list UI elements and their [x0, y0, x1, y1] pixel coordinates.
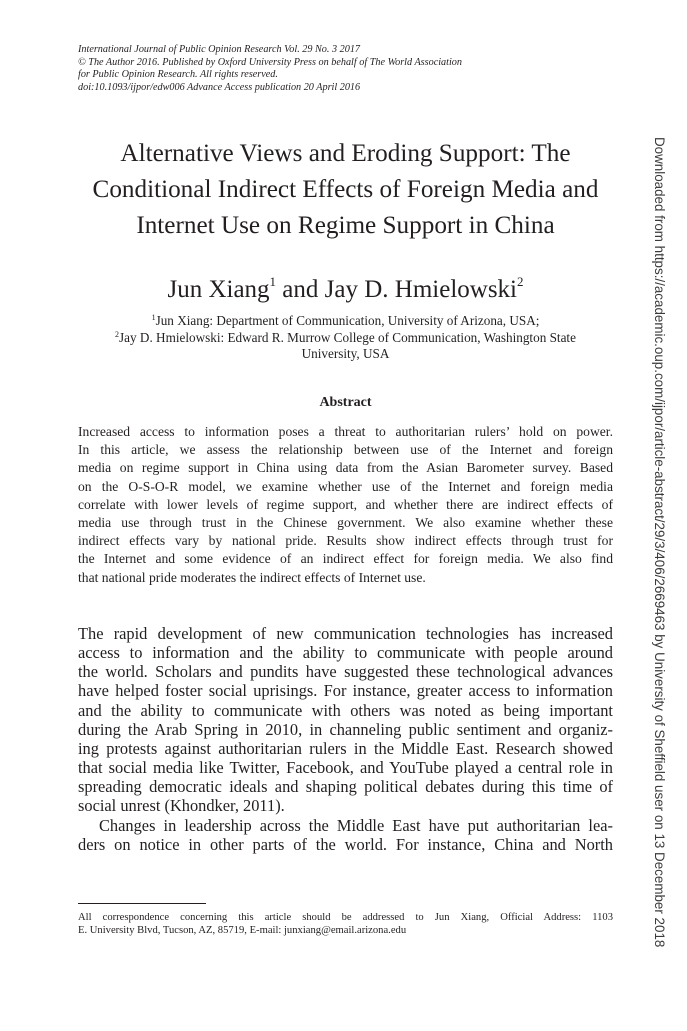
abstract-line: media use through trust in the Chinese government. We also examine whether these — [78, 515, 613, 531]
abstract-line: the Internet and some evidence of an indirect effect for foreign media. We also find — [78, 551, 613, 567]
body-line: the world. Scholars and pundits have suggested these technological advances — [78, 662, 613, 682]
body-line: spreading democratic ideals and shaping political debates during this time of — [78, 777, 613, 797]
article-title — [78, 136, 613, 243]
abstract-text — [78, 423, 613, 587]
correspondence-footnote — [78, 911, 613, 938]
footnote-line: All correspondence concerning this article should be addressed to Jun Xiang, Official Address: 1103 — [78, 912, 613, 923]
author-conjunction: and — [276, 276, 325, 303]
body-line: ing protests against authoritarian rulers in the Middle East. Research showed — [78, 738, 613, 758]
body-line: ders on notice in other parts of the world. For instance, China and North — [78, 834, 613, 854]
abstract-line: on the O-S-O-R model, we examine whether use of the Internet and foreign media — [78, 478, 613, 494]
affiliation-line: University, USA — [301, 346, 390, 361]
doi-line: doi:10.1093/ijpor/edw006 Advance Access publication 20 April 2016 — [78, 81, 361, 93]
body-line: access to information and the ability to communicate with people around — [78, 643, 613, 663]
abstract-line: media on regime support in China using data from the Asian Barometer survey. Based — [78, 460, 613, 476]
abstract-line: that national pride moderates the indirect effects of Internet use. — [78, 569, 426, 585]
body-line: social unrest (Khondker, 2011). — [78, 796, 285, 816]
download-watermark — [650, 137, 672, 948]
affiliation-marker: 1 — [269, 274, 277, 289]
affiliation-text: Jay D. Hmielowski: Edward R. Murrow College of Communication, Washington State — [119, 329, 576, 345]
affiliations — [78, 314, 613, 362]
body-line: that social media like Twitter, Facebook, and YouTube played a central role in — [78, 758, 613, 778]
affiliation-text: Jun Xiang: Department of Communication, University of Arizona, USA; — [155, 313, 540, 328]
copyright-line: © The Author 2016. Published by Oxford University Press on behalf of The World Association — [78, 56, 462, 68]
footnote-line: E. University Blvd, Tucson, AZ, 85719, E-mail: junxiang@email.arizona.edu — [78, 925, 407, 937]
body-line: have helped foster social uprisings. For instance, greater access to information — [78, 681, 613, 701]
title-line: Alternative Views and Eroding Support: The — [120, 140, 571, 167]
body-text — [78, 624, 613, 854]
abstract-heading: Abstract — [319, 395, 372, 410]
body-line: The rapid development of new communication technologies has increased — [78, 624, 613, 643]
affiliation-marker: 2 — [115, 329, 120, 339]
footnote-divider — [78, 903, 206, 904]
body-line: and the ability to communicate with others was noted as being important — [78, 700, 613, 720]
abstract-line: correlate with lower levels of regime support, and whether there are indirect effects of — [78, 496, 613, 512]
author-name: Jay D. Hmielowski — [324, 276, 518, 303]
affiliation-line — [78, 314, 613, 331]
abstract-line: In this article, we assess the relationship between use of the Internet and foreign — [78, 442, 613, 458]
author-name: Jun Xiang — [167, 276, 270, 303]
title-line: Internet Use on Regime Support in China — [136, 211, 555, 239]
journal-header — [78, 44, 598, 94]
affiliation-marker: 1 — [151, 313, 156, 322]
author-line — [78, 273, 613, 310]
body-line: Changes in leadership across the Middle East have put authoritarian lea- — [99, 815, 613, 835]
journal-citation: International Journal of Public Opinion Research Vol. 29 No. 3 2017 — [78, 44, 361, 55]
affiliation-line — [78, 331, 613, 348]
affiliation-marker: 2 — [517, 274, 524, 289]
copyright-line-cont: for Public Opinion Research. All rights reserved. — [78, 69, 278, 80]
abstract-line: indirect effects vary by national pride. Results show indirect effects through trust for — [78, 533, 613, 549]
title-line: Conditional Indirect Effects of Foreign Media and — [92, 175, 599, 203]
download-notice: Downloaded from https://academic.oup.com/ijpor/article-abstract/29/3/406/2669463 by University of Sheffield user on 13 December 2018 — [652, 137, 667, 948]
abstract-line: Increased access to information poses a threat to authoritarian rulers’ hold on power. — [78, 424, 613, 439]
body-line: during the Arab Spring in 2010, in channeling public sentiment and organiz- — [78, 719, 613, 739]
